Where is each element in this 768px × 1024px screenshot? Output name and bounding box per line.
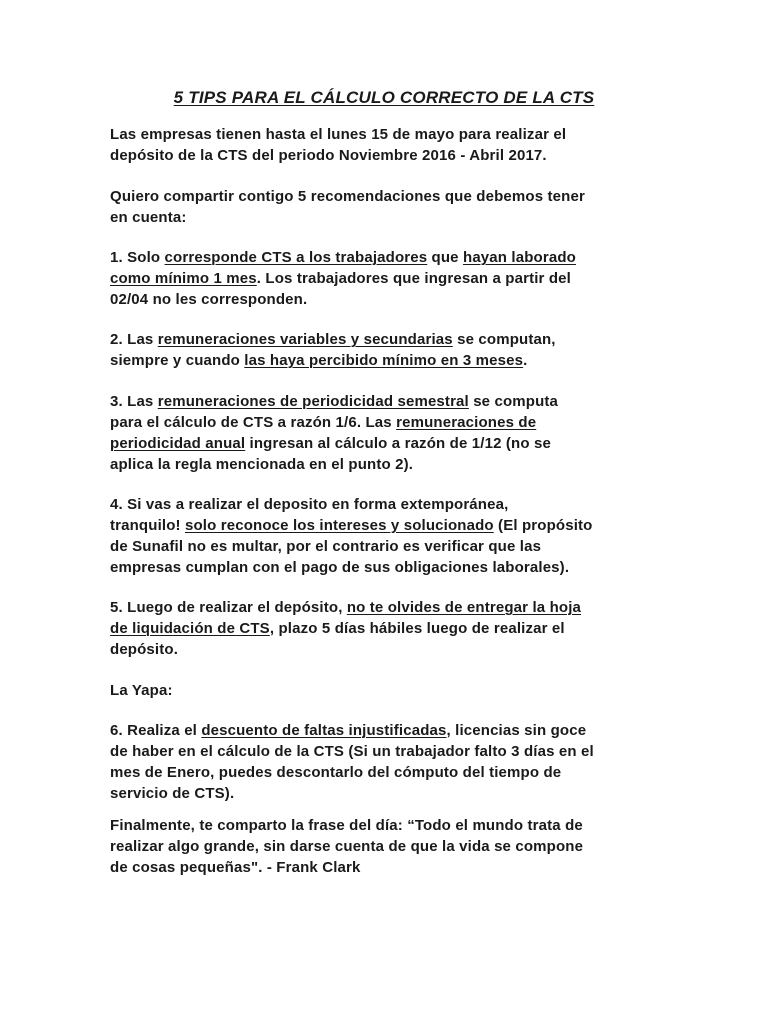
text-line: realizar algo grande, sin darse cuenta de que la vida se compone — [110, 838, 584, 855]
text-line — [110, 268, 670, 289]
text-line: mes de Enero, puedes descontarlo del cómputo del tiempo de — [110, 764, 562, 781]
tip-5-text: 5. Luego de realizar el depósito, — [110, 599, 347, 616]
text-line: en cuenta: — [110, 209, 187, 226]
text-line — [110, 412, 670, 433]
tip-2-text: siempre y cuando — [110, 352, 245, 369]
yapa-heading — [110, 680, 670, 701]
tip-1-highlight: corresponde CTS a los trabajadores — [164, 249, 428, 266]
text-line: empresas cumplan con el pago de sus obligaciones laborales). — [110, 559, 570, 576]
text-line: Quiero compartir contigo 5 recomendaciones que debemos tener — [110, 188, 585, 205]
tip-1-paragraph — [110, 247, 670, 310]
text-line — [110, 350, 670, 371]
tip-2-text: 2. Las — [110, 331, 158, 348]
text-line: servicio de CTS). — [110, 785, 235, 802]
closing-paragraph — [110, 815, 670, 878]
tip-5-highlight: de liquidación de CTS — [110, 620, 270, 637]
tip-4-highlight: solo reconoce los intereses y solucionado — [184, 517, 494, 534]
tip-4-text: tranquilo! — [110, 517, 185, 534]
tip-1-text: 1. Solo — [110, 249, 165, 266]
text-line: depósito de la CTS del periodo Noviembre 2016 - Abril 2017. — [110, 147, 547, 164]
tip-6-text: , licencias sin goce — [446, 722, 587, 739]
text-line: Las empresas tienen hasta el lunes 15 de mayo para realizar el — [110, 126, 567, 143]
tip-3-highlight: remuneraciones de periodicidad semestral — [157, 393, 469, 410]
tip-5-paragraph — [110, 597, 670, 660]
text-line: 4. Si vas a realizar el deposito en forma extemporánea, — [110, 496, 509, 513]
tip-4-paragraph — [110, 494, 670, 578]
tip-2-text: . — [523, 352, 528, 369]
text-line — [110, 433, 670, 454]
tip-4-text: (El propósito — [493, 517, 593, 534]
tip-1-text: . Los trabajadores que ingresan a partir del — [256, 270, 571, 287]
text-line: de haber en el cálculo de la CTS (Si un trabajador falto 3 días en el — [110, 743, 594, 760]
tip-2-text: se computan, — [452, 331, 556, 348]
tip-3-text: se computa — [468, 393, 559, 410]
tip-1-highlight: como mínimo 1 mes — [110, 270, 257, 287]
text-line: aplica la regla mencionada en el punto 2). — [110, 456, 414, 473]
text-line: depósito. — [110, 641, 179, 658]
tip-2-highlight: las haya percibido mínimo en 3 meses — [244, 352, 524, 369]
text-line — [110, 515, 670, 536]
text-line: Finalmente, te comparto la frase del día: “Todo el mundo trata de — [110, 817, 583, 834]
tip-3-highlight: periodicidad anual — [110, 435, 246, 452]
text-line: 02/04 no les corresponden. — [110, 291, 308, 308]
tip-3-text: 3. Las — [110, 393, 158, 410]
tip-6-paragraph — [110, 720, 670, 804]
tip-3-highlight: remuneraciones de — [396, 414, 537, 431]
tip-6-text: 6. Realiza el — [110, 722, 202, 739]
text-line — [110, 329, 670, 350]
text-line — [110, 597, 670, 618]
tip-2-highlight: remuneraciones variables y secundarias — [157, 331, 453, 348]
text-line: de cosas pequeñas". - Frank Clark — [110, 859, 361, 876]
tip-5-text: , plazo 5 días hábiles luego de realizar el — [269, 620, 565, 637]
text-line — [110, 720, 670, 741]
tip-3-text: ingresan al cálculo a razón de 1/12 (no se — [245, 435, 551, 452]
text-line — [110, 618, 670, 639]
share-paragraph — [110, 186, 670, 228]
text-line — [110, 391, 670, 412]
tip-3-paragraph — [110, 391, 670, 475]
document-title: 5 TIPS PARA EL CÁLCULO CORRECTO DE LA CTS — [173, 88, 595, 107]
intro-paragraph — [110, 124, 670, 166]
text-line: de Sunafil no es multar, por el contrario es verificar que las — [110, 538, 542, 555]
tip-3-text: para el cálculo de CTS a razón 1/6. Las — [110, 414, 397, 431]
text-line: La Yapa: — [110, 682, 173, 699]
tip-1-highlight: hayan laborado — [463, 249, 576, 266]
tip-6-highlight: descuento de faltas injustificadas — [201, 722, 447, 739]
tip-1-text: que — [427, 249, 463, 266]
text-line — [110, 247, 670, 268]
tip-5-highlight: no te olvides de entregar la hoja — [346, 599, 582, 616]
tip-2-paragraph — [110, 329, 670, 371]
